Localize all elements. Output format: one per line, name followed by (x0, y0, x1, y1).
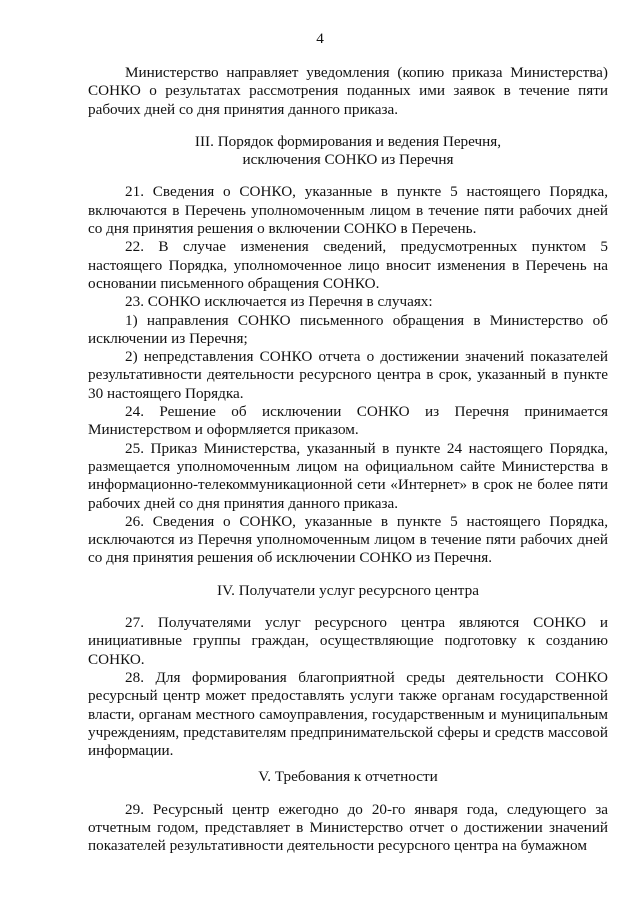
paragraph-28: 28. Для формирования благоприятной среды деятельности СОНКО ресурсный центр может предоставлять услуги также органам государственной власти, органам местного самоуправления, государственным и муниципальным учреждениям, представителям предпринимательской сферы и средств массовой информации. (88, 668, 608, 760)
paragraph-21: 21. Сведения о СОНКО, указанные в пункте 5 настоящего Порядка, включаются в Перечень уполномоченным лицом в течение пяти рабочих дней со дня принятия решения о включении СОНКО в Перечень. (88, 183, 608, 238)
paragraph-25: 25. Приказ Министерства, указанный в пункте 24 настоящего Порядка, размещается уполномоченным лицом на официальном сайте Министерства в информационно-телекоммуникационной сети «Интернет» в срок не более пяти рабочих дней со дня принятия данного приказа. (88, 439, 608, 512)
page-number: 4 (316, 30, 324, 47)
section-3-heading-line-1: III. Порядок формирования и ведения Перечня, (194, 132, 502, 150)
intro-paragraph: Министерство направляет уведомления (копию приказа Министерства) СОНКО о результатах рассмотрения поданных ими заявок в течение пяти рабочих дней со дня принятия данного приказа. (88, 64, 608, 118)
section-4-heading: IV. Получатели услуг ресурсного центра (217, 581, 479, 599)
paragraph-22: 22. В случае изменения сведений, предусмотренных пунктом 5 настоящего Порядка, уполномоченное лицо вносит изменения в Перечень на основании письменного обращения СОНКО. (88, 238, 608, 292)
paragraph-29: 29. Ресурсный центр ежегодно до 20-го января года, следующего за отчетным годом, представляет в Министерство отчет о достижении значений показателей результативности деятельности ресурсного центра на бумажном (88, 800, 608, 855)
paragraph-27: 27. Получателями услуг ресурсного центра являются СОНКО и инициативные группы граждан, осуществляющие подготовку к созданию СОНКО. (88, 614, 608, 668)
section-3-heading-line-2: исключения СОНКО из Перечня (242, 151, 454, 169)
paragraph-23-item-1: 1) направления СОНКО письменного обращения в Министерство об исключении из Перечня; (88, 311, 608, 347)
page-content (88, 64, 608, 856)
section-5-heading: V. Требования к отчетности (258, 768, 438, 786)
paragraph-24: 24. Решение об исключении СОНКО из Перечня принимается Министерством и оформляется приказом. (88, 403, 608, 439)
paragraph-26: 26. Сведения о СОНКО, указанные в пункте 5 настоящего Порядка, исключаются из Перечня уполномоченным лицом в течение пяти рабочих дней со дня принятия решения об исключении СОНКО из Перечня. (88, 512, 608, 567)
paragraph-23: 23. СОНКО исключается из Перечня в случаях: (125, 293, 433, 311)
paragraph-23-item-2: 2) непредставления СОНКО отчета о достижении значений показателей результативности деятельности ресурсного центра в срок, указанный в пункте 30 настоящего Порядка. (88, 348, 608, 402)
